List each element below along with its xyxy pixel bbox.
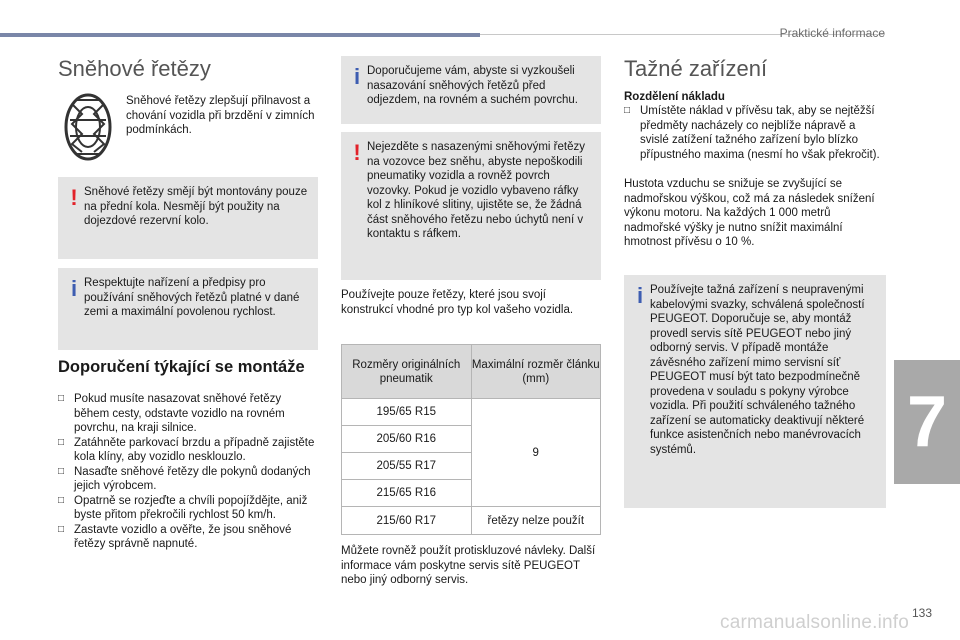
table-cell: 215/65 R16 [342,480,472,507]
table-header-size: Maximální rozměr článku (mm) [471,345,600,399]
mounting-steps-list [58,392,318,552]
mounting-recommendations-title: Doporučení týkající se montáže [58,358,305,376]
test-chains-info-text: Doporučujeme vám, abyste si vyzkoušeli nasazování sněhových řetězů před odjezdem, na rovném a suchém povrchu. [367,65,578,106]
towbar-info-box [624,275,886,508]
warning-icon: ! [353,140,361,165]
list-item: □ Pokud musíte nasazovat sněhové řetězy během cesty, odstavte vozidlo na rovném povrchu, na kraji silnice. [58,393,285,434]
test-chains-info-box [341,56,601,124]
list-item: □ Umístěte náklad v přívěsu tak, aby se nejtěžší předměty nacházely co nejblíže nápravě a svislé zatížení tažného zařízení bylo blízko přípustného maxima (nesmí ho však překročit). [624,105,880,161]
table-cell: 9 [471,399,600,507]
chapter-tab: 7 [894,360,960,484]
table-header-tyre: Rozměry originálních pneumatik [342,345,472,399]
checkbox-bullet-icon: □ [58,494,65,506]
table-row [342,507,601,535]
load-distribution-title: Rozdělení nákladu [624,91,725,103]
table-row [342,399,601,426]
info-icon: i [70,276,78,301]
warning-icon: ! [70,185,78,210]
list-item: □ Nasaďte sněhové řetězy dle pokynů dodaných jejich výrobcem. [58,465,311,492]
checkbox-bullet-icon: □ [624,105,631,116]
snow-chains-title: Sněhové řetězy [58,56,211,81]
header-bar [0,33,480,37]
checkbox-bullet-icon: □ [58,393,65,404]
no-snow-warning-box [341,132,601,280]
checkbox-bullet-icon: □ [58,465,65,477]
table-cell: 195/65 R15 [342,399,472,426]
towing-title: Tažné zařízení [624,56,768,81]
mount-warning-text: Sněhové řetězy smějí být montovány pouze na přední kola. Nesmějí být použity na dojezdové rezervní kolo. [84,186,308,227]
load-list [624,104,886,162]
checkbox-bullet-icon: □ [58,436,65,448]
list-item: □ Opatrně se rozjeďte a chvíli popojíždějte, aniž byste přitom překročili rychlost 50 km/h. [58,494,308,521]
page-number: 133 [912,606,933,620]
table-cell: 205/60 R16 [342,426,472,453]
list-item: □ Zastavte vozidlo a ověřte, že jsou sněhové řetězy správně napnuté. [58,523,292,550]
info-icon: i [636,283,644,308]
regulations-info-text: Respektujte nařízení a předpisy pro používání sněhových řetězů platné v dané zemi a maximální povolenou rychlost. [84,277,300,318]
regulations-info-box [58,268,318,350]
snow-chains-intro: Sněhové řetězy zlepšují přilnavost a chování vozidla při brzdění v zimních podmínkách. [126,95,315,136]
anti-skid-note: Můžete rovněž použít protiskluzové návleky. Další informace vám poskytne servis sítě PEUGEOT nebo jiný odborný servis. [341,545,596,586]
info-icon: i [353,64,361,89]
table-cell: řetězy nelze použít [471,507,600,535]
watermark: carmanualsonline.info [720,612,910,633]
altitude-paragraph: Hustota vzduchu se snižuje se zvyšující se nadmořskou výškou, což má za následek snížení výkonu motoru. Na každých 1 000 metrů nadmořské výšky je nutno snížit maximální hmotnost přívěsu o 10 %. [624,178,875,248]
no-snow-warning-text: Nejezděte s nasazenými sněhovými řetězy na vozovce bez sněhu, abyste nepoškodili pneumatiky vozidla a rovněž povrch vozovky. Pokud je vozidlo vybaveno ráfky kol z hliníkové slitiny, ujistěte se, že žádná část sněhového řetězu nebo úchytů není v kontaktu s ráfkem. [367,141,585,240]
checkbox-bullet-icon: □ [58,523,65,535]
snow-chain-icon [62,92,114,162]
header-section-title: Praktické informace [779,26,885,40]
list-item: □ Zatáhněte parkovací brzdu a případně zajistěte kola klíny, aby vozidlo nesklouzlo. [58,436,315,463]
mount-warning-box [58,177,318,259]
usage-note: Používejte pouze řetězy, které jsou svojí konstrukcí vhodné pro typ kol vašeho vozidla. [341,289,574,316]
chain-size-table [341,344,601,535]
table-cell: 215/60 R17 [342,507,472,535]
table-cell: 205/55 R17 [342,453,472,480]
towbar-info-text: Používejte tažná zařízení s neupravenými kabelovými svazky, schválená společností PEUGEOT. Doporučuje se, aby montáž provedl servis sítě PEUGEOT nebo jiný odborný servis. V případě montáže závěsného zařízení mimo servisní síť PEUGEOT musí být tato bezpodmínečně provedena v souladu s pokyny výrobce vozidla. Při použití schváleného tažného zařízení se automaticky deaktivují některé funkce asistenčních nebo manévrovacích systémů. [650,284,865,456]
